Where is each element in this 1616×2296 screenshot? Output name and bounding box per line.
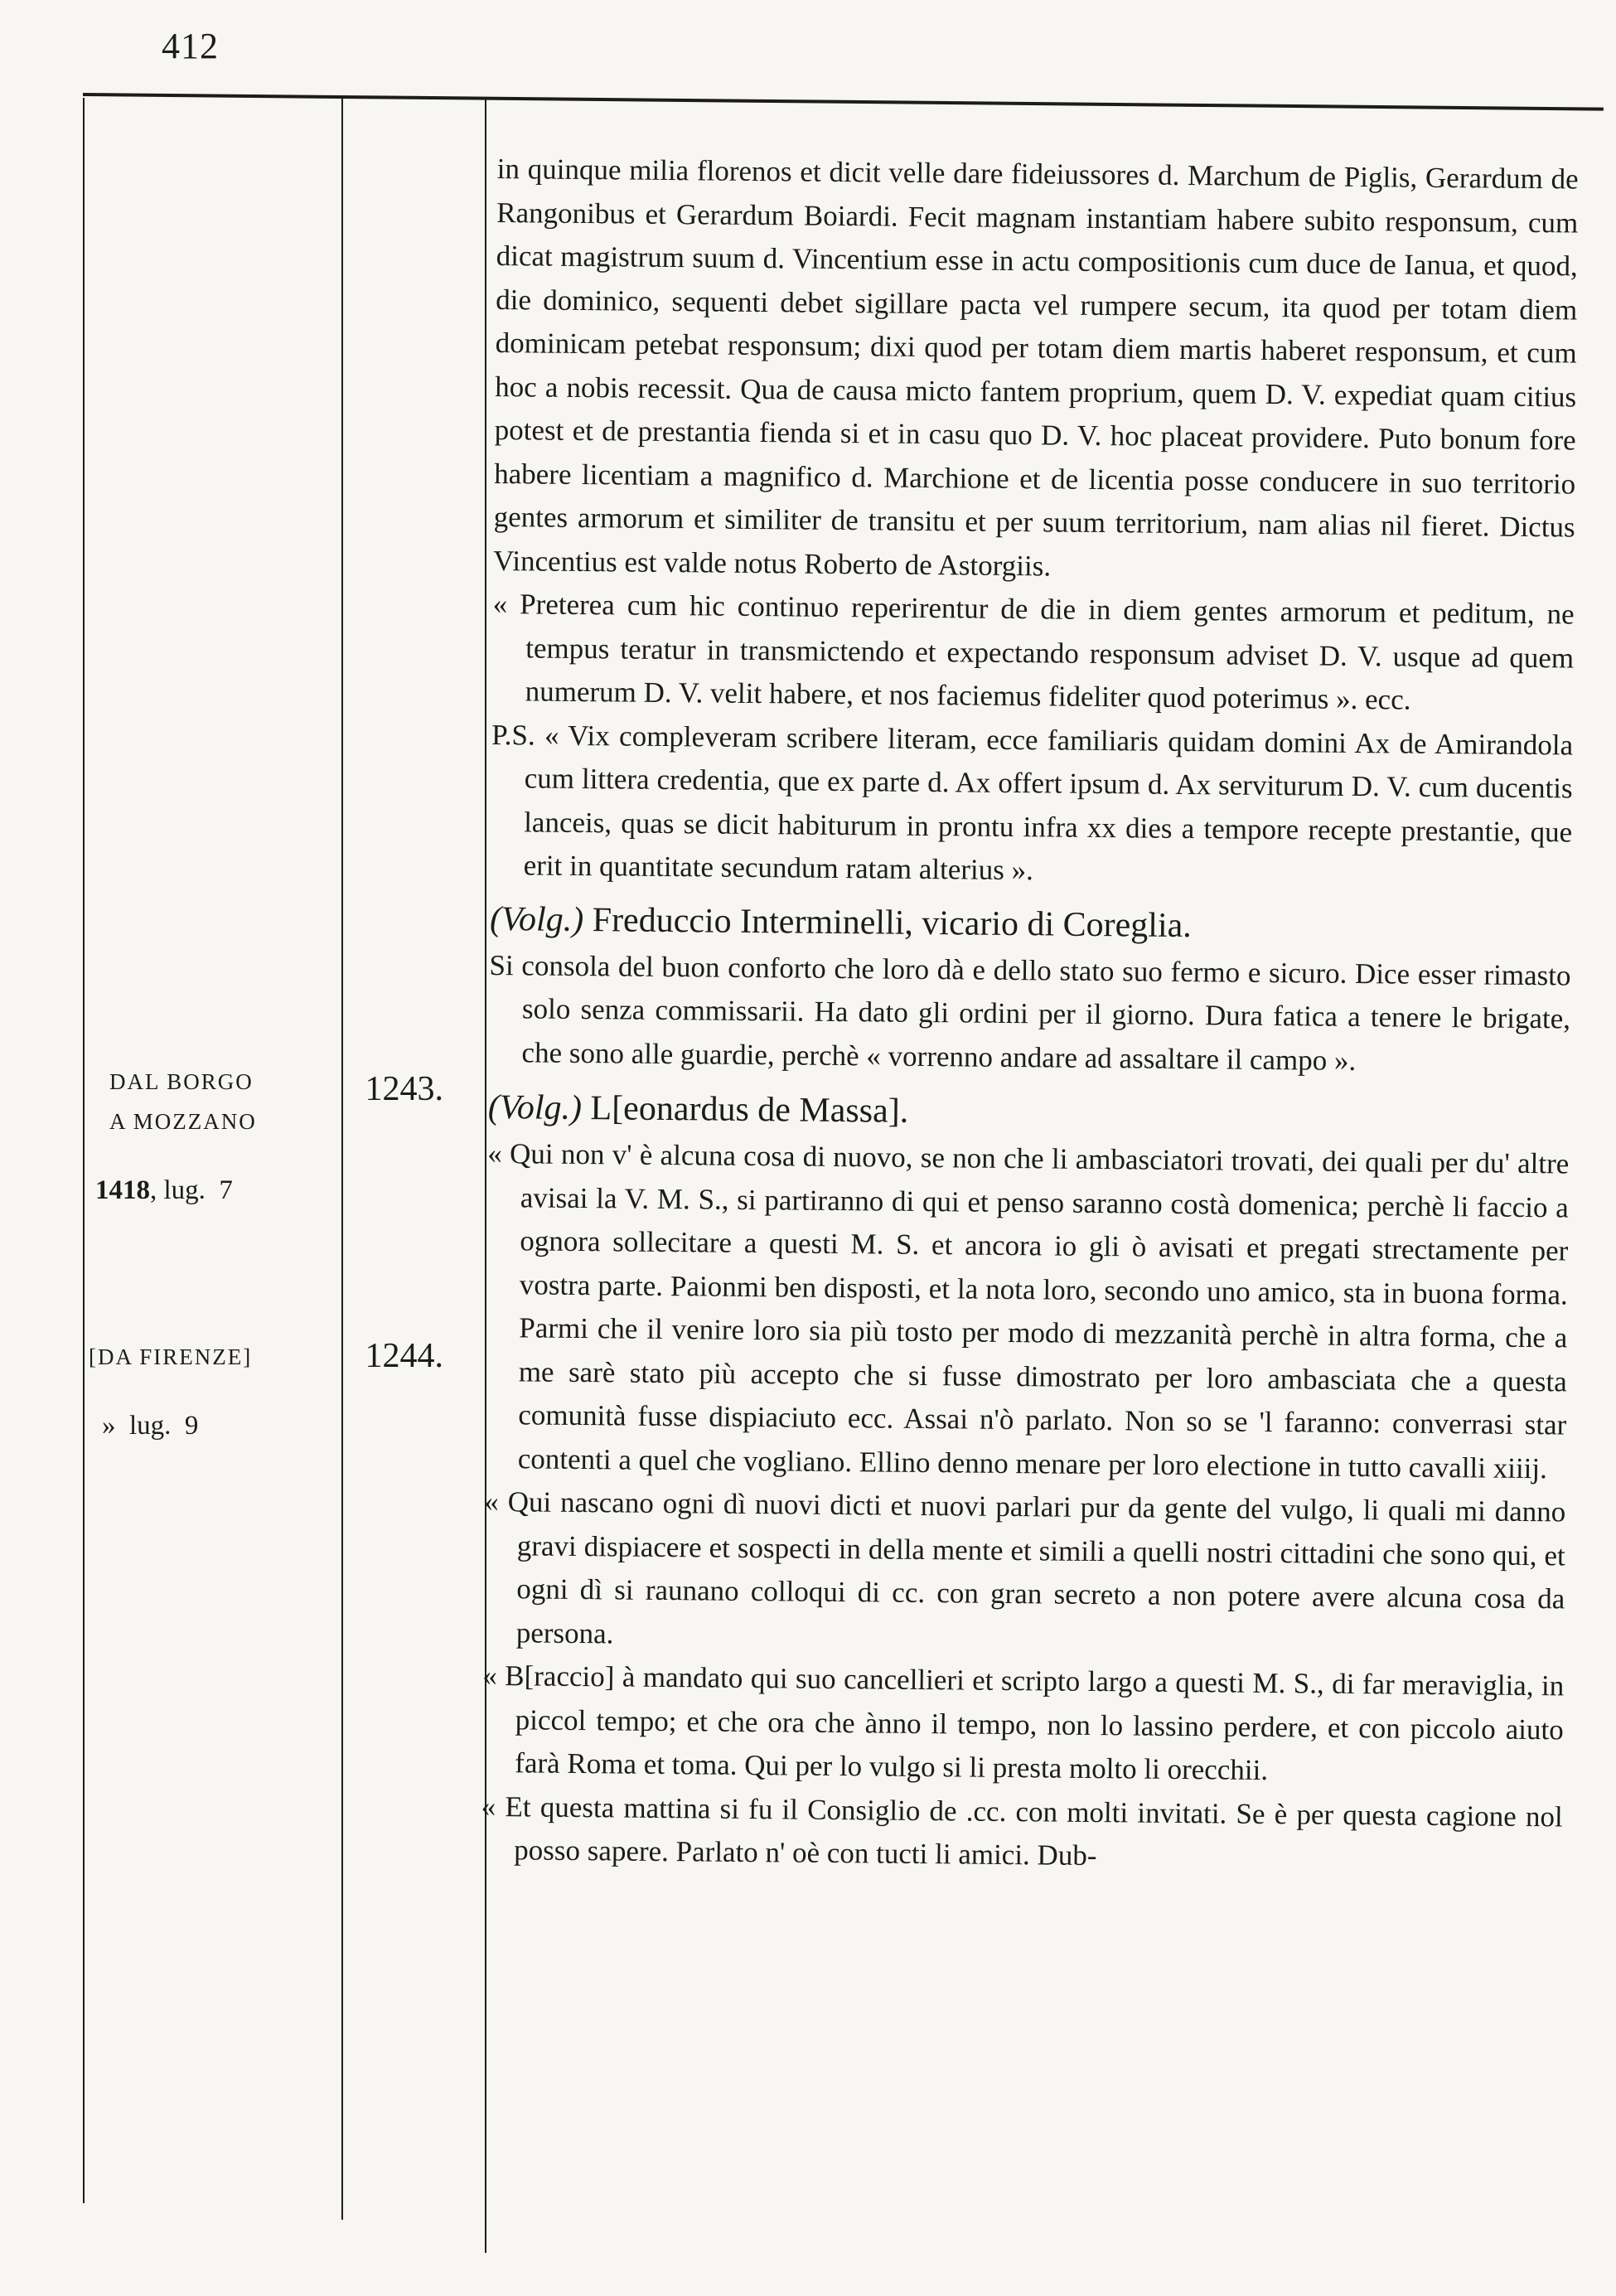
header-rule <box>83 93 1604 111</box>
entry-1244-date <box>102 1411 198 1441</box>
postscript-paragraph: P.S. « Vix compleveram scribere literam, ecce familiaris quidam domini Ax de Amirandola cum littera credentia, que ex parte d. Ax offert ipsum d. Ax serviturum D. V. cum ducentis lanceis, quas se dicit habiturum in prontu infra xx dies a tempore recepte prestantie, que erit in quantitate secundum ratam alterius ». <box>491 718 1574 887</box>
entry-1243-number: 1243. <box>365 1070 443 1108</box>
entry-1244-paragraph: « B[raccio] à mandato qui suo cancellieri et scripto largo a questi M. S., di far meraviglia, in piccol tempo; et che ora che ànno il tempo, non lo lassino perdere, et con piccolo aiuto farà Roma et toma. Qui per lo vulgo si li presta molto li orecchii. <box>482 1659 1565 1787</box>
entry-1243-sender-line2: A MOZZANO <box>109 1109 257 1134</box>
main-text-column <box>481 148 1579 1882</box>
entry-1244-number: 1244. <box>365 1337 443 1375</box>
page-number: 412 <box>162 26 219 66</box>
entry-1244-sender: [DA FIRENZE] <box>89 1344 253 1369</box>
entry-1244-paragraph: « Qui nascano ogni dì nuovi dicti et nuovi parlari pur da gente del vulgo, li quali mi danno gravi dispiacere et sospecti in della mente et simili a quelli nostri cittadini che sono qui, et ogni dì si raunano colloqui di cc. con gran secreto a non potere avere alcuna cosa da persona. <box>484 1485 1566 1649</box>
entry-1244-volg: (Volg.) <box>487 1087 583 1128</box>
continuation-paragraph: « Preterea cum hic continuo reperirentur de die in diem gentes armorum et peditum, ne tempus teratur in transmictendo et expectando responsum adviset D. V. usque ad quem numerum D. V. velit habere, et nos faciemus fideliter quod poterimus ». ecc. <box>492 587 1575 716</box>
column-rule-left <box>83 98 85 2203</box>
entry-1243-sender-line1: DAL BORGO <box>109 1069 254 1094</box>
entry-1244-date-ditto: » <box>102 1411 116 1441</box>
entry-1244-date-rest: lug. 9 <box>115 1411 199 1441</box>
entry-1243-date-rest: , lug. 7 <box>150 1175 233 1205</box>
column-rule-right <box>485 98 486 2253</box>
entry-1243-volg: (Volg.) <box>489 899 584 939</box>
continuation-paragraph: in quinque milia florenos et dicit velle dare fideiussores d. Marchum de Piglis, Gerardum de Rangonibus et Gerardum Boiardi. Fecit magnam instantiam habere subito responsum, cum dicat magistrum suum d. Vincentium esse in actu compositionis cum duce de Ianua, et quod, die dominico, sequenti debet sigillare pacta vel rumpere secum, ita quod per totam diem dominicam petebat responsum; dixi quod per totam diem martis haberet responsum, et cum hoc a nobis recessit. Qua de causa micto fantem proprium, quem D. V. expediat quam citius potest et de prestantia fienda si et in casu quo D. V. hoc placeat providere. Puto bonum fore habere licentiam a magnifico d. Marchione et de licentia posse conducere in suo territorio gentes armorum et similiter de transitu et per suum territorium, nam alias nil fieret. Dictus Vincentius est valde notus Roberto de Astorgiis. <box>493 152 1579 582</box>
entry-1244-paragraph: « Et questa mattina si fu il Consiglio de .cc. con molti invitati. Se è per questa cagione nol posso sapere. Parlato n' oè con tucti li amici. Dub- <box>481 1790 1563 1872</box>
entry-1244-paragraph: « Qui non v' è alcuna cosa di nuovo, se non che li ambasciatori trovati, dei quali per du' altre avisai la V. M. S., si partiranno di qui et penso saranno costà domenica; perchè li faccio a ognora sollecitare a questi M. S. et ancora io gli ò avisati et pregati strectamente per vostra parte. Paionmi ben disposti, et la nota loro, secondo uno amico, sta in buona forma. Parmi che il venire loro sia più tosto per modo di mezzanità perchè in altra forma, che a me sarè stato più accepto che si fusse dimostrato per loro ambasciata che a questa comunità fusse dispiaciuto ecc. Assai n'ò parlato. Non so se 'l faranno: converrasi star contenti a quel che vogliano. Ellino denno menare per loro electione in tutto cavalli xiiij. <box>487 1136 1570 1485</box>
entry-1243-date-year: 1418 <box>95 1175 150 1205</box>
entry-1244-title: L[eonardus de Massa]. <box>590 1089 909 1131</box>
entry-1243-date <box>95 1175 233 1206</box>
entry-1243-summary: Si consola del buon conforto che loro dà e dello stato suo fermo e sicuro. Dice esser rimasto solo senza commissarii. Ha dato gli ordini per il giorno. Dura fatica a tenere le brigate, che sono alle guardie, perchè « vorrenno andare ad assaltare il campo ». <box>489 948 1571 1077</box>
entry-1243-title: Freduccio Interminelli, vicario di Coreglia. <box>592 900 1193 945</box>
column-rule-middle <box>341 98 343 2220</box>
